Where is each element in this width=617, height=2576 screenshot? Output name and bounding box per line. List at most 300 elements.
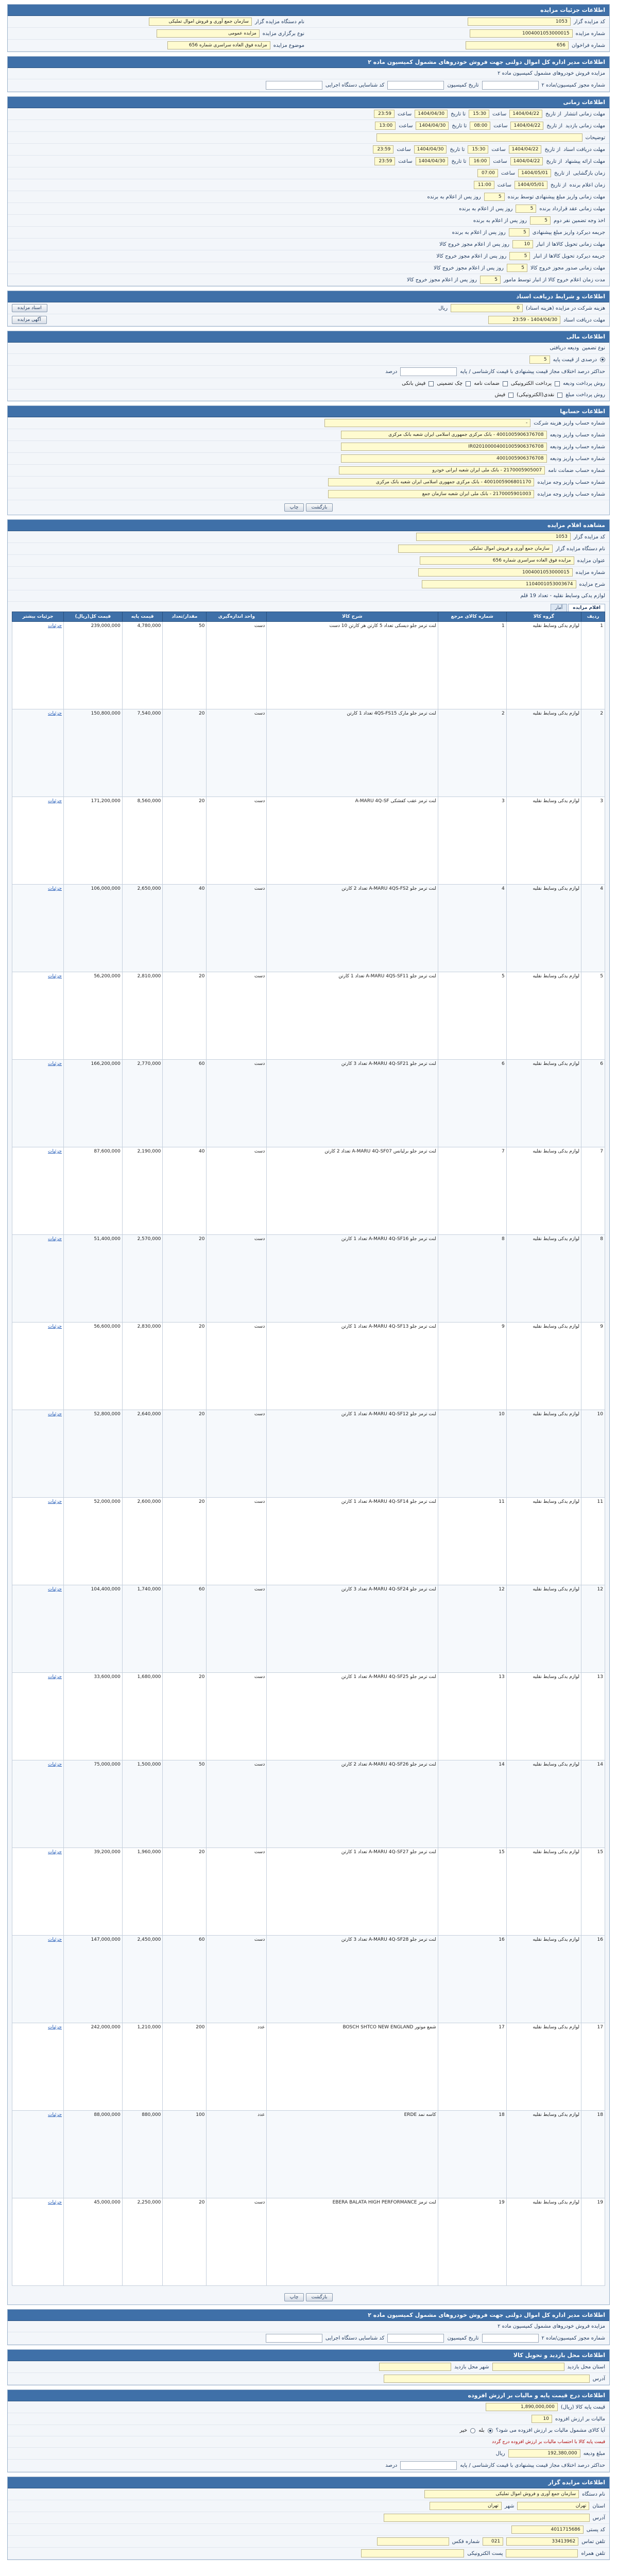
- table-cell-row: 15: [581, 1848, 605, 1936]
- location-title: اطلاعات محل بازدید و تحویل کالا: [8, 2350, 609, 2361]
- schedule-row-label: مهلت دریافت اسناد: [563, 146, 605, 152]
- row-details-link[interactable]: جزئیات: [12, 1323, 64, 1410]
- table-cell-unit: دست: [207, 1323, 267, 1410]
- table-cell-desc: لنت ترمز جلو A-MARU 4Q-SF12 تعداد 1 کارتن: [267, 1410, 438, 1498]
- deadline-suffix: روز پس از اعلام به برنده: [427, 194, 481, 200]
- time-label: ساعت: [492, 111, 507, 117]
- deadline-label: مهلت زمانی صدور مجوز خروج کالا: [530, 265, 605, 271]
- table-cell-price: 2,600,000: [122, 1498, 163, 1585]
- viewer-field-row: [8, 579, 609, 590]
- table-cell-row: 7: [581, 1147, 605, 1235]
- print-button[interactable]: چاپ: [284, 503, 304, 512]
- table-cell-row: 8: [581, 1235, 605, 1323]
- table-cell-desc: لنت ترمز جلو A-MARU 4QS-FS2 تعداد 2 کارتن: [267, 885, 438, 972]
- items-table-wrap: [8, 612, 609, 2290]
- account-row: [8, 477, 609, 488]
- deadline-days: 5: [509, 252, 530, 260]
- table-cell-desc: لنت ترمز جلو دیسکی تعداد 5 کارتن هر کارتن 10 دست: [267, 622, 438, 709]
- deadline-days: 5: [509, 228, 529, 236]
- schedule-row-label: مهلت زمانی انتشار: [564, 111, 605, 117]
- deadline-row: [8, 203, 609, 215]
- commission2-date-label: تاریخ کمیسیون: [447, 2335, 479, 2341]
- pricing-vat-row: [8, 2413, 609, 2425]
- contact-section: [7, 2477, 610, 2560]
- table-cell-row: 6: [581, 1060, 605, 1147]
- pay-check-checkbox[interactable]: [466, 381, 471, 386]
- contact-mobile-row: [8, 2548, 609, 2560]
- table-cell-desc: لنت ترمز جلو A-MARU 4Q-SF24 تعداد 3 کارتن: [267, 1585, 438, 1673]
- viewer-note: لوازم یدکی وسایط نقلیه - تعداد 19 قلم: [520, 593, 605, 599]
- time-label: ساعت: [491, 146, 506, 152]
- table-cell-desc: لنت ترمز جلو A-MARU 4Q-SF21 تعداد 3 کارتن: [267, 1060, 438, 1147]
- auction-field-row: [8, 40, 309, 52]
- table-row: [12, 1323, 605, 1410]
- viewer-field-value: 1104001053003674: [422, 580, 576, 588]
- commission2-number-input[interactable]: [482, 2334, 539, 2343]
- schedule-row: [8, 108, 609, 120]
- pricing-title: اطلاعات درج قیمت پایه و مالیات بر ارزش افزوده: [8, 2390, 609, 2401]
- table-cell-price: 2,190,000: [122, 1147, 163, 1235]
- to-time-value: 23:59: [374, 157, 395, 165]
- commission-row: [8, 79, 609, 92]
- table-cell-desc: لنت ترمز جلو A-MARU 4QS-SF11 تعداد 1 کارتن: [267, 972, 438, 1060]
- row-details-link[interactable]: جزئیات: [12, 1673, 64, 1760]
- commission2-code-label: کد شناسایی دستگاه اجرایی: [325, 2335, 385, 2341]
- documents-title: اطلاعات و شرایط دریافت اسناد: [8, 291, 609, 302]
- items-table: [12, 612, 605, 2286]
- table-cell-qty: 20: [163, 1410, 207, 1498]
- table-row: [12, 1498, 605, 1585]
- table-cell-total: 104,400,000: [64, 1585, 123, 1673]
- from-date-value: 1404/05/01: [518, 169, 551, 177]
- table-cell-total: 242,000,000: [64, 2023, 123, 2111]
- table-cell-unit: دست: [207, 885, 267, 972]
- auction-field-label: موضوع مزایده: [273, 42, 304, 48]
- commission2-code-input[interactable]: [266, 2334, 322, 2343]
- table-cell-price: 2,810,000: [122, 972, 163, 1060]
- commission-line-label: مزایده فروش خودروهای مشمول کمیسیون ماده ۲: [498, 71, 605, 76]
- table-cell-desc: لنت ترمز جلو برلیانس A-MARU 4Q-SF07 تعداد 2 کارتن: [267, 1147, 438, 1235]
- pay-slip-checkbox[interactable]: [429, 381, 434, 386]
- table-cell-ref: 5: [438, 972, 506, 1060]
- row-details-link[interactable]: جزئیات: [12, 1060, 64, 1147]
- table-cell-total: 87,600,000: [64, 1147, 123, 1235]
- tab-items[interactable]: اقلام مزایده: [568, 604, 605, 612]
- table-header-cell: جزئیات بیشتر: [12, 612, 64, 622]
- table-cell-group: لوازم یدکی وسایط نقلیه: [506, 1760, 581, 1848]
- deadline-label: جریمه دیرکرد واریز مبلغ پیشنهادی: [532, 229, 605, 235]
- table-cell-row: 10: [581, 1410, 605, 1498]
- contact-title: اطلاعات مزایده گزار: [8, 2477, 609, 2488]
- table-cell-group: لوازم یدکی وسایط نقلیه: [506, 1410, 581, 1498]
- table-cell-desc: لنت ترمز جلو A-MARU 4Q-SF16 تعداد 1 کارتن: [267, 1235, 438, 1323]
- contact-email-value: [361, 2549, 464, 2557]
- table-row: [12, 885, 605, 972]
- contact-loc-row: [8, 2500, 609, 2512]
- table-row: [12, 2111, 605, 2198]
- schedule-row: [8, 132, 609, 144]
- table-cell-ref: 19: [438, 2198, 506, 2286]
- location-address-value: [384, 2375, 590, 2383]
- account-row: [8, 417, 609, 429]
- row-details-link[interactable]: جزئیات: [12, 1147, 64, 1235]
- table-cell-ref: 6: [438, 1060, 506, 1147]
- time-label: ساعت: [398, 111, 412, 117]
- row-details-link[interactable]: جزئیات: [12, 1235, 64, 1323]
- pay-electronic-label: پرداخت الکترونیکی: [510, 381, 552, 386]
- viewer-field-value: 1004001053000015: [418, 568, 573, 577]
- vat-yes-label: بله: [478, 2428, 485, 2433]
- viewer-field-value: مزایده فوق العاده سراسری شماره 656: [420, 556, 574, 565]
- table-cell-qty: 20: [163, 972, 207, 1060]
- row-details-link[interactable]: جزئیات: [12, 885, 64, 972]
- table-cell-total: 56,600,000: [64, 1323, 123, 1410]
- deadline-days: 5: [516, 205, 536, 213]
- table-cell-unit: دست: [207, 1410, 267, 1498]
- table-row: [12, 797, 605, 885]
- deadline-label: مدت زمان اعلام خروج کالا از انبار توسط مامور: [503, 277, 605, 283]
- finance-guarantee-row: [8, 343, 609, 354]
- table-cell-row: 16: [581, 1936, 605, 2023]
- tab-stats[interactable]: آمار: [551, 604, 567, 612]
- table-cell-group: لوازم یدکی وسایط نقلیه: [506, 2111, 581, 2198]
- vat-no-radio[interactable]: [470, 2428, 475, 2433]
- table-cell-price: 1,740,000: [122, 1585, 163, 1673]
- from-label: از تاریخ: [544, 146, 561, 152]
- time-label: ساعت: [493, 158, 507, 164]
- bid-cash-label: نقدی(الکترونیکی): [517, 392, 555, 398]
- table-row: [12, 1673, 605, 1760]
- bid-max-input[interactable]: [400, 2461, 457, 2470]
- auction-field-row: [8, 28, 309, 40]
- finance-percent-row: [8, 354, 609, 366]
- deadline-row: [8, 239, 609, 250]
- items-table-body: [12, 622, 605, 2286]
- table-row: [12, 1060, 605, 1147]
- pricing-base-value: 1,890,000,000: [486, 2403, 558, 2411]
- commission2-number-label: شماره مجوز کمیسیون/ماده ۲: [541, 2335, 605, 2341]
- table-cell-total: 166,200,000: [64, 1060, 123, 1147]
- viewer-fields: [8, 531, 609, 590]
- table-cell-qty: 20: [163, 797, 207, 885]
- table-cell-price: 2,250,000: [122, 2198, 163, 2286]
- table-cell-qty: 200: [163, 2023, 207, 2111]
- viewer-title: مشاهده اقلام مزایده: [8, 520, 609, 531]
- accounts-title: اطلاعات حسابها: [8, 406, 609, 417]
- from-date-value: 1404/04/22: [510, 157, 543, 165]
- to-date-value: 1404/04/30: [416, 157, 449, 165]
- documents-deadline-label: مهلت دریافت اسناد: [563, 317, 605, 323]
- table-cell-total: 75,000,000: [64, 1760, 123, 1848]
- contact-fax-value: [377, 2537, 449, 2546]
- table-row: [12, 1936, 605, 2023]
- account-row: [8, 488, 609, 500]
- schedule-row-label: مهلت ارائه پیشنهاد: [565, 158, 605, 164]
- table-row: [12, 2198, 605, 2286]
- table-cell-ref: 16: [438, 1936, 506, 2023]
- table-cell-group: لوازم یدکی وسایط نقلیه: [506, 2198, 581, 2286]
- pricing-vat-value: 10: [532, 2415, 552, 2423]
- row-details-link[interactable]: جزئیات: [12, 2198, 64, 2286]
- auction-field-value: 1004001053000015: [470, 29, 573, 38]
- table-cell-group: لوازم یدکی وسایط نقلیه: [506, 1673, 581, 1760]
- table-cell-ref: 10: [438, 1410, 506, 1498]
- table-cell-ref: 7: [438, 1147, 506, 1235]
- table-cell-desc: لنت ترمز جلو A-MARU 4Q-SF26 تعداد 2 کارتن: [267, 1760, 438, 1848]
- deadline-suffix: روز پس از اعلام به برنده: [473, 217, 527, 224]
- account-row: [8, 465, 609, 477]
- viewer-buttons: [8, 2290, 609, 2304]
- contact-province-value: تهران: [517, 2502, 589, 2510]
- table-header-cell: قیمت پایه: [122, 612, 163, 622]
- auction-field-row: [8, 16, 309, 28]
- commission2-line-label: مزایده فروش خودروهای مشمول کمیسیون ماده ۲: [498, 2324, 605, 2329]
- deadline-suffix: روز پس از اعلام مجوز خروج کالا: [439, 241, 509, 247]
- table-cell-unit: دست: [207, 1060, 267, 1147]
- auction-field-row: [309, 16, 609, 28]
- deadline-label: مهلت زمانی تحویل کالاها از انبار: [536, 241, 605, 247]
- table-cell-desc: لنت ترمز جلو A-MARU 4Q-SF25 تعداد 1 کارتن: [267, 1673, 438, 1760]
- viewer-tabs: [8, 602, 609, 612]
- deadline-days: 5: [484, 193, 505, 201]
- table-row: [12, 1760, 605, 1848]
- table-cell-price: 8,560,000: [122, 797, 163, 885]
- row-details-link[interactable]: جزئیات: [12, 709, 64, 797]
- commission-code-input[interactable]: [266, 81, 322, 90]
- table-cell-group: لوازم یدکی وسایط نقلیه: [506, 1235, 581, 1323]
- table-cell-row: 9: [581, 1323, 605, 1410]
- table-cell-desc: شمع موتور BOSCH SHTCO NEW ENGLAND: [267, 2023, 438, 2111]
- account-label: شماره حساب واریز وجه مزایده: [537, 479, 605, 485]
- viewer-field-label: نام دستگاه مزایده گزار: [555, 546, 605, 552]
- account-value: 2170005901003 - بانک ملی ایران شعبه سازمان جمع: [328, 490, 534, 498]
- contact-email-label: پست الکترونیکی: [467, 2550, 503, 2556]
- auction-docs-button[interactable]: اسناد مزایده: [12, 304, 47, 312]
- pricing-question: آیا کالای مشمول مالیات بر ارزش افزوده می شود؟: [495, 2428, 605, 2433]
- table-cell-price: 1,210,000: [122, 2023, 163, 2111]
- bid-row: [8, 2448, 609, 2460]
- commission-number-input[interactable]: [482, 81, 539, 90]
- to-time-value: 13:00: [375, 122, 396, 130]
- table-row: [12, 622, 605, 709]
- documents-currency: ریال: [438, 305, 448, 311]
- table-cell-row: 13: [581, 1673, 605, 1760]
- table-cell-unit: عدد: [207, 2023, 267, 2111]
- commission-title: اطلاعات مدیر اداره کل اموال دولتی جهت فروش خودروهای مشمول کمیسیون ماده ۲: [8, 57, 609, 68]
- table-row: [12, 1235, 605, 1323]
- documents-fee-value: 0: [451, 304, 523, 312]
- account-row: [8, 453, 609, 465]
- schedule-title: اطلاعات زمانی: [8, 97, 609, 108]
- commission2-title: اطلاعات مدیر اداره کل اموال دولتی جهت فروش خودروهای مشمول کمیسیون ماده ۲: [8, 2310, 609, 2321]
- schedule-row: [8, 144, 609, 156]
- pricing-base-label: قیمت پایه کالا (ریال): [560, 2404, 605, 2410]
- vat-yes-radio[interactable]: [488, 2428, 493, 2433]
- table-cell-price: 2,450,000: [122, 1936, 163, 2023]
- pay-guarantee-checkbox[interactable]: [503, 381, 508, 386]
- schedule-rows: [8, 108, 609, 191]
- row-details-link[interactable]: جزئیات: [12, 2111, 64, 2198]
- commission-number-label: شماره مجوز کمیسیون/ماده ۲: [541, 82, 605, 88]
- auction-notice-button[interactable]: آگهی مزایده: [12, 316, 47, 324]
- table-cell-qty: 40: [163, 885, 207, 972]
- table-cell-qty: 40: [163, 1147, 207, 1235]
- table-cell-desc: کاسه نمد ERDE: [267, 2111, 438, 2198]
- row-details-link[interactable]: جزئیات: [12, 1498, 64, 1585]
- viewer-section: [7, 519, 610, 2305]
- table-header-cell: قیمت کل(ریال): [64, 612, 123, 622]
- from-date-value: 1404/05/01: [515, 181, 547, 189]
- commission2-date-input[interactable]: [387, 2334, 444, 2343]
- documents-deadline-row: [8, 314, 609, 326]
- schedule-section: [7, 96, 610, 286]
- contact-name-value: سازمان جمع آوری و فروش اموال تملیکی: [424, 2490, 579, 2498]
- table-cell-total: 39,200,000: [64, 1848, 123, 1936]
- table-cell-qty: 50: [163, 1760, 207, 1848]
- table-cell-row: 19: [581, 2198, 605, 2286]
- table-cell-desc: لنت ترمز جلو A-MARU 4Q-SF27 تعداد 1 کارتن: [267, 1848, 438, 1936]
- pay-electronic-checkbox[interactable]: [555, 381, 560, 386]
- row-details-link[interactable]: جزئیات: [12, 1848, 64, 1936]
- bid-slip-checkbox[interactable]: [508, 393, 513, 398]
- auction-field-row: [309, 40, 609, 52]
- from-date-value: 1404/04/22: [509, 145, 542, 154]
- contact-phone-value: 33413962: [506, 2537, 578, 2546]
- location-address-label: آدرس: [592, 2376, 605, 2382]
- to-date-value: 1404/04/30: [416, 122, 449, 130]
- contact-fax-label: شماره فکس: [452, 2538, 480, 2545]
- deadline-days: 5: [530, 216, 551, 225]
- accounts-buttons: [8, 500, 609, 515]
- table-cell-row: 3: [581, 797, 605, 885]
- table-cell-total: 88,000,000: [64, 2111, 123, 2198]
- row-details-link[interactable]: جزئیات: [12, 1410, 64, 1498]
- bid-max-label: حداکثر درصد اختلاف مجاز قیمت پیشنهادی با قیمت کارشناسی / پایه: [460, 2463, 605, 2468]
- finance-section: [7, 331, 610, 401]
- table-cell-row: 1: [581, 622, 605, 709]
- pay-check-label: چک تضمینی: [437, 381, 463, 386]
- bid-method-row: [8, 389, 609, 401]
- bid-currency: ریال: [495, 2450, 505, 2456]
- table-cell-qty: 60: [163, 1936, 207, 2023]
- pricing-warn: قیمت پایه کالا با احتساب مالیات بر ارزش افزوده درج گردد: [492, 2439, 605, 2445]
- table-cell-ref: 3: [438, 797, 506, 885]
- row-details-link[interactable]: جزئیات: [12, 1585, 64, 1673]
- finance-note-input[interactable]: [400, 367, 457, 376]
- deadline-suffix: روز پس از اعلام به برنده: [459, 206, 513, 212]
- account-label: شماره حساب واریز هزینه شرکت: [534, 420, 605, 426]
- auction-field-label: شماره مزایده: [575, 30, 605, 37]
- table-cell-unit: دست: [207, 797, 267, 885]
- table-row: [12, 1848, 605, 1936]
- table-cell-price: 2,650,000: [122, 885, 163, 972]
- table-cell-row: 11: [581, 1498, 605, 1585]
- documents-fee-row: [8, 302, 609, 314]
- percent-radio[interactable]: [600, 357, 605, 362]
- deadline-label: مهلت زمانی واریز مبلغ پیشنهادی توسط برنده: [507, 194, 605, 200]
- back-button[interactable]: بازگشت: [306, 503, 333, 512]
- account-value: 2170005905007 - بانک ملی ایران شعبه ایرانی خودرو: [339, 466, 545, 474]
- pay-method-row: [8, 378, 609, 389]
- contact-name-label: نام دستگاه: [582, 2491, 605, 2497]
- deadline-row: [8, 191, 609, 203]
- table-cell-group: لوازم یدکی وسایط نقلیه: [506, 797, 581, 885]
- row-details-link[interactable]: جزئیات: [12, 1936, 64, 2023]
- commission-date-input[interactable]: [387, 81, 444, 90]
- table-cell-price: 1,960,000: [122, 1848, 163, 1936]
- table-cell-qty: 20: [163, 1235, 207, 1323]
- deadline-rows: [8, 191, 609, 286]
- bid-cash-checkbox[interactable]: [557, 393, 562, 398]
- row-details-link[interactable]: جزئیات: [12, 622, 64, 709]
- finance-note-row: [8, 366, 609, 378]
- row-details-link[interactable]: جزئیات: [12, 972, 64, 1060]
- deadline-suffix: روز پس از اعلام به برنده: [452, 229, 506, 235]
- account-value: -: [324, 419, 530, 427]
- time-label: ساعت: [501, 170, 516, 176]
- commission-date-label: تاریخ کمیسیون: [447, 82, 479, 88]
- table-cell-qty: 20: [163, 1323, 207, 1410]
- table-cell-group: لوازم یدکی وسایط نقلیه: [506, 885, 581, 972]
- table-cell-row: 18: [581, 2111, 605, 2198]
- viewer-field-label: شماره مزایده: [575, 569, 605, 575]
- time-label: ساعت: [497, 182, 512, 188]
- table-cell-total: 56,200,000: [64, 972, 123, 1060]
- account-label: شماره حساب واریز ودیعه: [550, 432, 605, 438]
- table-cell-desc: لنت ترمز عقب کفشکی A-MARU 4Q-SF: [267, 797, 438, 885]
- table-cell-ref: 13: [438, 1673, 506, 1760]
- table-cell-group: لوازم یدکی وسایط نقلیه: [506, 2023, 581, 2111]
- viewer-field-row: [8, 531, 609, 543]
- documents-section: [7, 291, 610, 327]
- deadline-days: 10: [512, 240, 533, 248]
- row-details-link[interactable]: جزئیات: [12, 1760, 64, 1848]
- pay-method-label: روش پرداخت ودیعه: [562, 381, 605, 386]
- table-header-cell: واحد اندازه‌گیری: [207, 612, 267, 622]
- table-cell-qty: 20: [163, 709, 207, 797]
- table-row: [12, 1585, 605, 1673]
- schedule-row: [8, 156, 609, 167]
- pricing-warn-row: [8, 2436, 609, 2448]
- from-time-value: 07:00: [477, 169, 498, 177]
- time-label: ساعت: [398, 158, 413, 164]
- table-cell-price: 7,540,000: [122, 709, 163, 797]
- table-cell-unit: دست: [207, 709, 267, 797]
- bid-method-label: روش پرداخت مبلغ: [565, 392, 605, 398]
- account-value: 4001005906801170 - بانک مرکزی جمهوری اسلامی ایران شعبه بانک مرکزی: [328, 478, 534, 486]
- table-cell-total: 147,000,000: [64, 1936, 123, 2023]
- table-cell-ref: 17: [438, 2023, 506, 2111]
- table-header-cell: ردیف: [581, 612, 605, 622]
- viewer-back-button[interactable]: بازگشت: [306, 2293, 333, 2301]
- bid-max-row: [8, 2460, 609, 2472]
- bid-max-suffix: درصد: [385, 2463, 398, 2468]
- account-rows: [8, 417, 609, 500]
- pricing-vat-label: مالیات بر ارزش افزوده: [555, 2416, 605, 2422]
- pricing-question-row: [8, 2425, 609, 2436]
- table-cell-unit: دست: [207, 2198, 267, 2286]
- table-cell-total: 52,800,000: [64, 1410, 123, 1498]
- row-details-link[interactable]: جزئیات: [12, 2023, 64, 2111]
- row-details-link[interactable]: جزئیات: [12, 797, 64, 885]
- table-cell-ref: 2: [438, 709, 506, 797]
- table-cell-price: 880,000: [122, 2111, 163, 2198]
- location-province-label: استان محل بازدید: [567, 2364, 605, 2370]
- table-cell-ref: 1: [438, 622, 506, 709]
- viewer-print-button[interactable]: چاپ: [284, 2293, 304, 2301]
- finance-note-suffix: درصد: [385, 369, 398, 375]
- table-cell-total: 106,000,000: [64, 885, 123, 972]
